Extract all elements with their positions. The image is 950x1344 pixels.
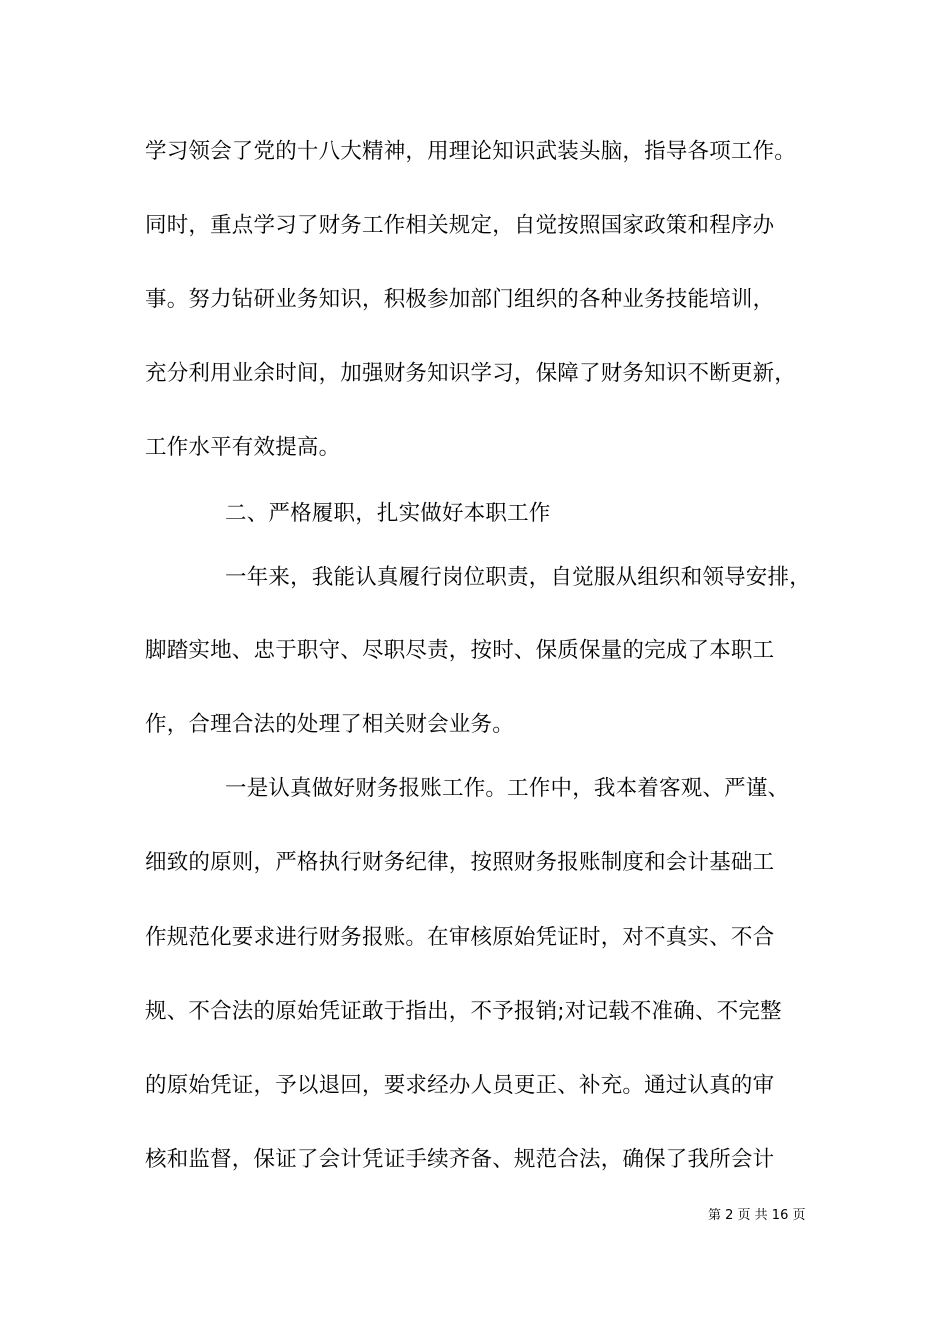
body-line-1: 学习领会了党的十八大精神，用理论知识武装头脑，指导各项工作。 [145,139,797,164]
body-line-3: 事。努力钻研业务知识，积极参加部门组织的各种业务技能培训， [145,287,775,312]
body-line-9: 作，合理合法的处理了相关财会业务。 [145,712,514,737]
section-heading: 二、严格履职，扎实做好本职工作 [225,501,551,526]
body-line-5: 工作水平有效提高。 [145,435,341,460]
body-line-8: 脚踏实地、忠于职守、尽职尽责，按时、保质保量的完成了本职工 [145,638,775,663]
body-line-11: 细致的原则，严格执行财务纪律，按照财务报账制度和会计基础工 [145,850,775,875]
body-line-13: 规、不合法的原始凭证敢于指出，不予报销;对记载不准确、不完整 [145,999,782,1024]
body-line-2: 同时，重点学习了财务工作相关规定，自觉按照国家政策和程序办 [145,213,775,238]
paragraph-first-line: 一年来，我能认真履行岗位职责，自觉服从组织和领导安排， [225,565,811,590]
body-line-4: 充分利用业余时间，加强财务知识学习，保障了财务知识不断更新， [145,361,797,386]
paragraph-first-line: 一是认真做好财务报账工作。工作中，我本着客观、严谨、 [225,776,790,801]
page-number: 第 2 页 共 16 页 [708,1208,806,1223]
body-line-15: 核和监督，保证了会计凭证手续齐备、规范合法，确保了我所会计 [145,1147,775,1172]
body-line-14: 的原始凭证，予以退回，要求经办人员更正、补充。通过认真的审 [145,1073,775,1098]
body-line-12: 作规范化要求进行财务报账。在审核原始凭证时，对不真实、不合 [145,925,775,950]
